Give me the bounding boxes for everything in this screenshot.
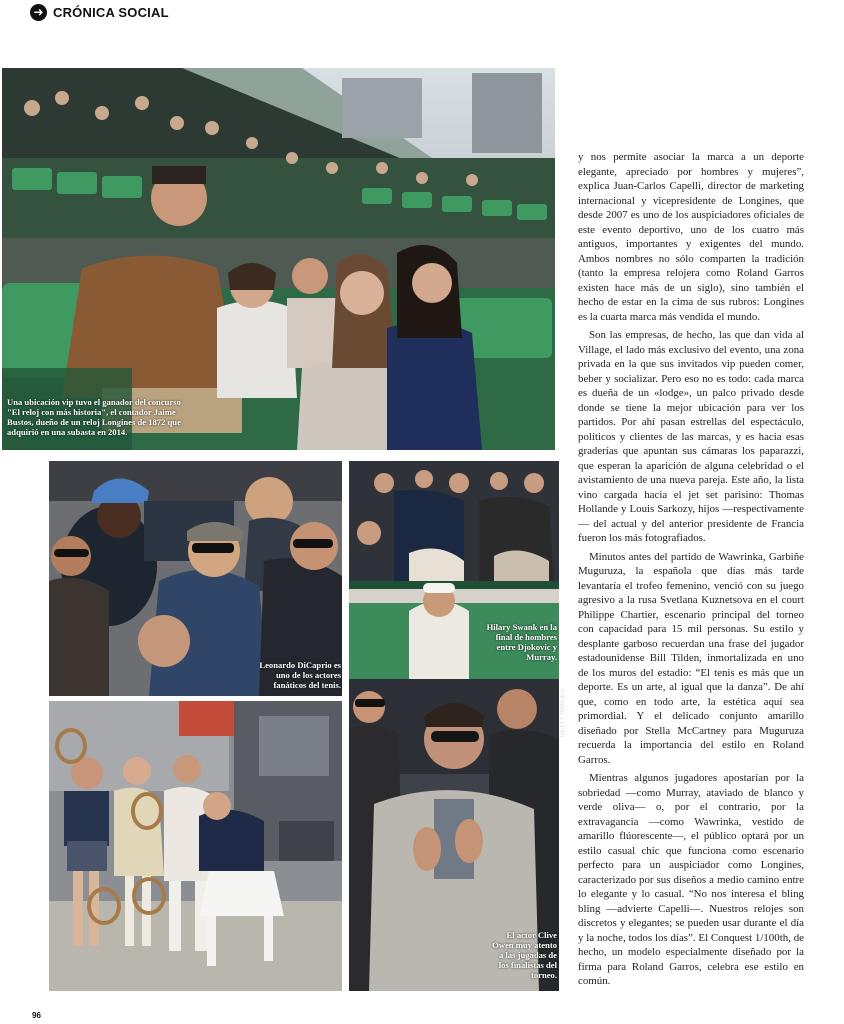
photo-caption-swank: Hilary Swank en la final de hombres entre Djokovic y Murray. — [486, 622, 557, 662]
article-paragraph-1: y nos permite asociar la marca a un deporte elegante, apreciado por hombres y mujeres”, explica Juan-Carlos Capelli, director de marketing internacional y vicepresidente de Longines, que desde 2007 es uno de los auspiciadores oficiales de este evento deportivo, uno de los cuatro más antiguos, importantes y exigentes del mundo. Ambos nombres no sólo comparten la tradición (tanto la empresa relojera como Roland Garros existen hace más de un siglo), sino también el hecho de estar en la cima de sus rubros: Longines es la cuarta marca más vendida el mundo. — [578, 151, 804, 323]
photo-costume-players — [49, 701, 342, 991]
article-paragraph-2: Son las empresas, de hecho, las que dan vida al Village, el lado más exclusivo del evento, una zona privada en la que sus invitados vip pueden comer, beber y socializar. Pero eso no es todo: cada marca es dueña de un «lodge», un palco privado desde donde se tiene la mejor ubicación para ver los partidos. Por ahí pasan estrellas del espectáculo, políticos y clientes de las marcas, y es hacia esas graderías que apuntan sus cámaras los paparazzi, que esperan la aparición de alguna celebridad o el avistamiento de una nueva pareja. Este año, la lista vino cargada hacia el jet set parisino: Thomas Hollande y Louis Sarkozy, hijos —respectivamente— del actual y del anterior presidente de Francia fueron los más fotografiados. — [578, 329, 804, 544]
photo-clive-owen — [349, 679, 559, 991]
photo-caption-main: Una ubicación vip tuvo el ganador del concurso "El reloj con más historia", el contador Jaime Bustos, dueño de un reloj Longines de 1872 que adquirió en una subasta en 2014. — [7, 397, 181, 437]
section-header — [30, 2, 169, 22]
photo-main-stadium — [2, 68, 555, 450]
photo-hilary-swank — [349, 461, 559, 690]
photo-caption-dicaprio: Leonardo DiCaprio es uno de los actores fanáticos del tenis. — [259, 660, 341, 690]
article-body — [578, 150, 804, 993]
photo-caption-owen: El actor Clive Owen muy atento a las jugadas de los finalistas del torneo. — [492, 930, 557, 980]
photo-dicaprio — [49, 461, 342, 696]
page-number: 96 — [32, 1011, 41, 1020]
article-paragraph-3: Minutos antes del partido de Wawrinka, Garbiñe Muguruza, la española que días más tarde levantaría el trofeo femenino, venció con su juego agresivo a la rusa Svetlana Kuznetsova en el court Philippe Chartier, escenario principal del torneo con capacidad para 15 mil personas. Su estilo y desplante garboso recuerdan una frase del jugador estadounidense Bill Tilden, inmortalizada en uno de los muros del estadio: “El tenis es más que un deporte. Es un arte, al igual que la danza”. De ahí que, como en todo arte, la estética aquí sea primordial. Y el delicado conjunto amarillo diseñado por Stella McCartney para Muguruza recuerda la importancia del estilo en Roland Garros. — [578, 550, 804, 766]
photo-credit: GETTY IMAGES — [560, 689, 566, 738]
arrow-right-icon: ➜ — [30, 4, 47, 21]
article-paragraph-4: Mientras algunos jugadores apostarían por la sobriedad —como Murray, ataviado de blanco y verde oliva— o, por el contrario, por la extravagancia —como Wawrinka, vestido de amarillo flúorescente—, el público optará por un estilo casual chic que funciona como escenario perfecto para un auspiciador como Longines, caracterizado por sus diseños a medio camino entre lo elegante y lo casual. “No nos interesa el bling bling —advierte Capelli—. Nuestros relojes son discretos y elegantes; se pueden usar durante el día y la noche, todos los días”. El Conquest 1/100th, de hecho, un modelo especialmente diseñado por la firma para Roland Garros, celebra ese estilo en común. — [578, 772, 804, 987]
section-title: CRÓNICA SOCIAL — [53, 4, 169, 20]
